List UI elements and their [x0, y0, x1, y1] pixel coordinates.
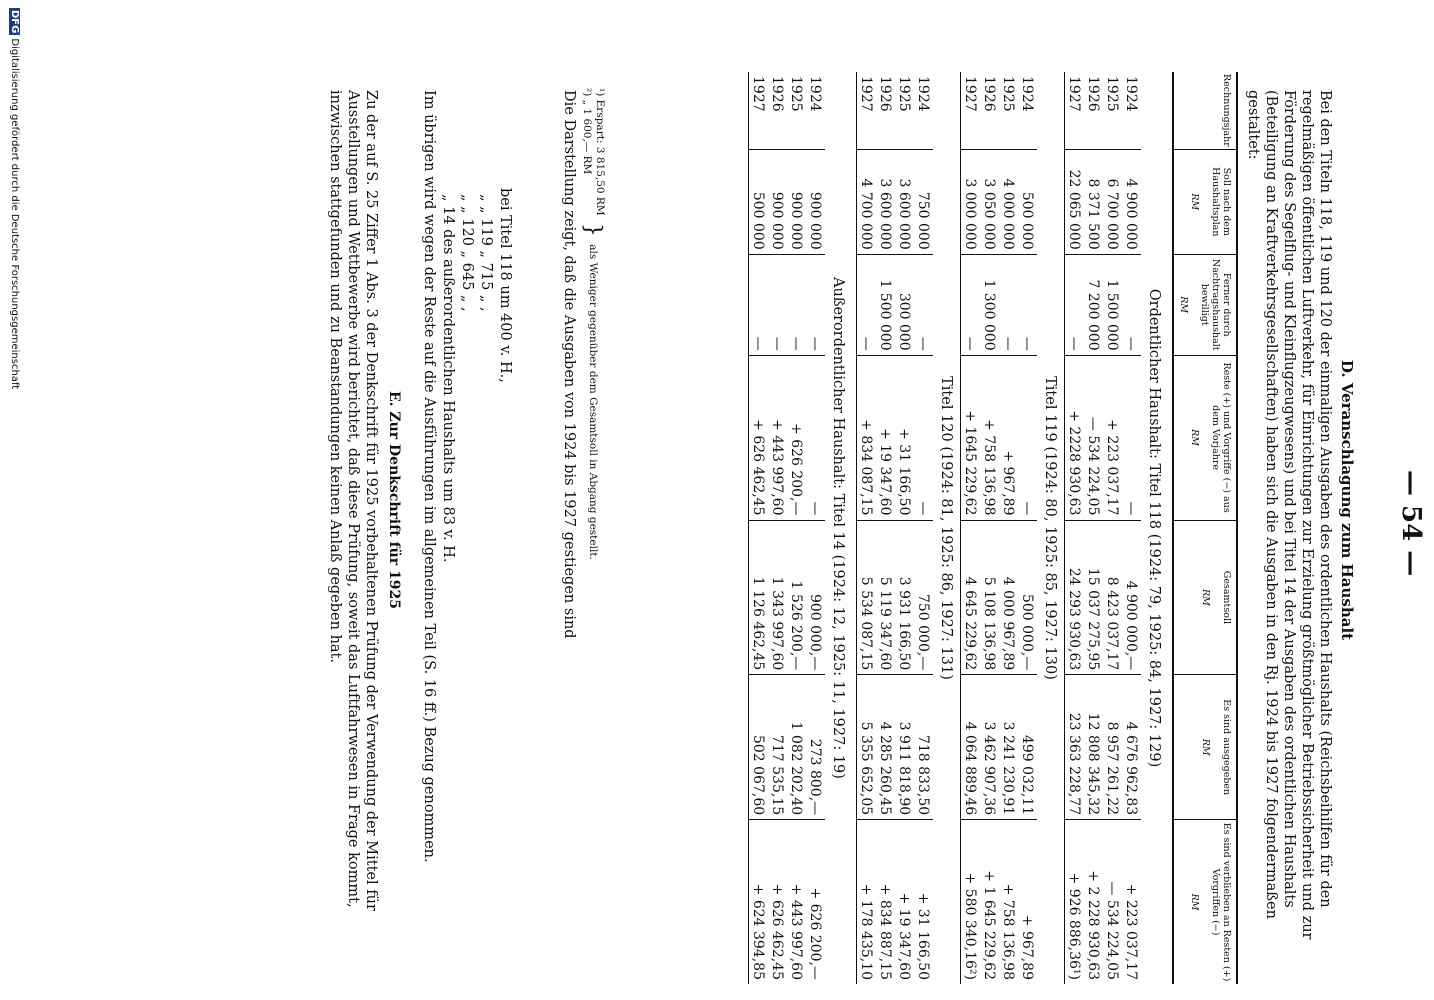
list-item: „ 14 des außerordentlichen Haushalts um 83 v. H. — [440, 194, 456, 563]
table-cell: 1 343 997,60 — [768, 520, 787, 675]
table-row — [876, 72, 895, 984]
header-verblieben: Es sind verblieben an Resten (+) Vorgriffen (−) RM — [1173, 820, 1237, 984]
header-reste: Reste (+) und Vorgriffe (−) aus dem Vorjahre RM — [1173, 355, 1237, 520]
intro-text: Bei den Titeln 118, 119 und 120 der einmaligen Ausgaben des ordentlichen Haushalts (Reichsbeihilfen für den regelmäßigen öffentlichen Luftverkehr, für Einrichtungen zur Erzielung größtmöglicher Betriebssicherheit und zur Förderung des Segelflug- und Kleinflugzeugwesens) und bei Titel 14 der Ausgaben des ordentlichen Haushalts (Beteiligung an Kraftverkehrsgesellschaften) haben sich die Ausgaben in den Rj. 1924 bis 1927 folgendermaßen gestaltet: — [1245, 90, 1333, 940]
table-cell: 3 241 230,91 — [999, 675, 1018, 820]
table-cell: + 624 394,85 — [749, 820, 769, 984]
table-cell: 1924 — [807, 76, 824, 112]
table-cell: + 758 136,98 — [999, 820, 1018, 984]
table-cell: — — [768, 254, 787, 355]
table-cell: — — [806, 355, 825, 520]
table-cell: + 178 435,10 — [857, 820, 877, 984]
table-cell: — — [1018, 355, 1037, 520]
titel120-heading — [933, 72, 961, 984]
table-cell: + 223 037,17 — [1122, 820, 1141, 984]
table-cell: 900 000 — [768, 149, 787, 254]
table-cell: + 580 340,16²) — [961, 820, 981, 984]
table-cell: + 443 997,60 — [768, 355, 787, 520]
table-cell: — — [1018, 254, 1037, 355]
footnote-brace: } — [580, 222, 606, 237]
table-cell: 1924 — [1019, 76, 1036, 112]
credit-text: Digitalisierung gefördert durch die Deutsche Forschungsgemeinschaft — [9, 38, 20, 390]
table-row — [857, 72, 877, 984]
table-cell: 4 676 962,83 — [1122, 675, 1141, 820]
table-cell: — 534 224,05 — [1084, 355, 1103, 520]
header-year: Rechnungsjahr — [1173, 72, 1237, 149]
table-row — [806, 72, 825, 984]
increase-list — [419, 90, 514, 950]
table-cell: — — [914, 254, 933, 355]
table-cell: 900 000,— — [806, 520, 825, 675]
titel120-heading-label: Titel 120 (1924: 81, 1925: 86, 1927: 131) — [938, 376, 955, 680]
header-gesamtsoll: Gesamtsoll RM — [1173, 520, 1237, 675]
table-cell: 23 363 228,77 — [1065, 675, 1085, 820]
table-cell: 4 700 000 — [857, 149, 877, 254]
table-cell: 1 500 000 — [1103, 254, 1122, 355]
table-cell: + 31 166,50 — [895, 355, 914, 520]
table-cell: — — [1065, 254, 1085, 355]
table-header-row — [1173, 72, 1237, 984]
closing-remark: Im übrigen wird wegen der Reste auf die Ausführungen im allgemeinen Teil (S. 16 ff.) Bezug genommen. — [421, 90, 437, 863]
table-cell: 1927 — [857, 72, 877, 149]
table-cell: + 1645 229,62 — [961, 355, 981, 520]
table-cell: 3 600 000 — [895, 149, 914, 254]
table-row — [961, 72, 981, 984]
table-cell: 8 423 037,17 — [1103, 520, 1122, 675]
titel119-heading — [1037, 72, 1065, 984]
table-cell: 1926 — [769, 76, 786, 112]
table-cell: 750 000,— — [914, 520, 933, 675]
footnote-2: ²) „ 1 600,— RM — [581, 88, 593, 175]
page-number: — 54 — — [1396, 470, 1426, 577]
table-cell: 5 108 136,98 — [980, 520, 999, 675]
table-cell: — — [749, 254, 769, 355]
table-row — [1084, 72, 1103, 984]
table-cell: 3 931 166,50 — [895, 520, 914, 675]
table-cell: — — [1122, 355, 1141, 520]
expenditure-table — [748, 72, 1238, 984]
section-e-text: Zu der auf S. 25 Ziffer 1 Abs. 3 der Denkschrift für 1925 vorbehaltenen Prüfung der Verwendung der Mittel für Ausstellungen und Wettbewerbe wird berichtet, daß diese Prüfung, soweit das Luftfahrwesen in Frage kommt, inzwischen stattgefunden und zu Beanstandungen keinen Anlaß gegeben hat. — [327, 90, 379, 911]
table-cell: 3 911 818,90 — [895, 675, 914, 820]
header-nachtrag: Ferner durch Nachtragshaushalt bewilligt RM — [1173, 254, 1237, 355]
table-cell: 5 119 347,60 — [876, 520, 895, 675]
table-cell: 7 200 000 — [1084, 254, 1103, 355]
table-cell: 15 037 275,95 — [1084, 520, 1103, 675]
table-cell: + 19 347,60 — [876, 355, 895, 520]
table-cell: 1926 — [1085, 76, 1102, 112]
table-cell: 502 067,60 — [749, 675, 769, 820]
footnote-note: als Weniger gegenüber dem Gesamtsoll in Abgang gestellt. — [587, 244, 600, 560]
table-cell: — — [787, 254, 806, 355]
table-cell: + 2228 930,63 — [1065, 355, 1085, 520]
section-ordentlich — [1141, 72, 1173, 984]
table-cell: + 1 645 229,62 — [980, 820, 999, 984]
table-cell: 1 526 200,— — [787, 520, 806, 675]
section-ausserordentlich-label: Außerordentlicher Haushalt: Titel 14 (1924: 12, 1925: 11, 1927: 19) — [830, 277, 847, 779]
table-cell: 5 534 087,15 — [857, 520, 877, 675]
table-cell: 4 900 000 — [1122, 149, 1141, 254]
closing-text: Die Darstellung zeigt, daß die Ausgaben von 1924 bis 1927 gestiegen sind — [561, 90, 577, 639]
table-cell: 3 050 000 — [980, 149, 999, 254]
table-row — [999, 72, 1018, 984]
table-row — [1122, 72, 1141, 984]
table-cell: 750 000 — [914, 149, 933, 254]
table-cell: 1926 — [877, 76, 894, 112]
digitization-credit — [9, 8, 20, 389]
table-cell: 1 500 000 — [876, 254, 895, 355]
section-ausserordentlich — [825, 72, 857, 984]
table-cell: 1924 — [915, 76, 932, 112]
header-soll: Soll nach dem Haushaltsplan RM — [1173, 149, 1237, 254]
table-cell: 5 355 652,05 — [857, 675, 877, 820]
list-item: „ „ 120 „ 645 „ , — [459, 194, 475, 312]
table-cell: 300 000 — [895, 254, 914, 355]
table-cell: + 926 886,36¹) — [1065, 820, 1085, 984]
header-ausgegeben: Es sind ausgegeben RM — [1173, 675, 1237, 820]
table-cell: 1925 — [788, 76, 805, 112]
table-cell: 3 000 000 — [961, 149, 981, 254]
table-cell: 1925 — [1000, 76, 1017, 112]
table-cell: 1 082 202,40 — [787, 675, 806, 820]
table-cell: — — [961, 254, 981, 355]
table-cell: 8 957 261,22 — [1103, 675, 1122, 820]
table-row — [787, 72, 806, 984]
intro-paragraph — [1244, 90, 1334, 950]
table-cell: 500 000 — [749, 149, 769, 254]
table-cell: — — [857, 254, 877, 355]
section-e-heading: E. Zur Denkschrift für 1925 — [386, 390, 402, 610]
table-cell: + 626 462,45 — [749, 355, 769, 520]
table-cell: 3 462 907,36 — [980, 675, 999, 820]
table-cell: + 967,89 — [999, 355, 1018, 520]
table-cell: + 967,89 — [1018, 820, 1037, 984]
list-item: bei Titel 118 um 400 v. H., — [497, 188, 513, 383]
footnote-1: ¹) Erspart: 3 815,50 RM — [594, 88, 606, 216]
table-body — [749, 72, 1174, 984]
table-row — [1065, 72, 1085, 984]
table-cell: 1926 — [981, 76, 998, 112]
table-row — [914, 72, 933, 984]
table-cell: 1927 — [961, 72, 981, 149]
section-d-heading: D. Veranschlagung zum Haushalt — [1338, 359, 1356, 641]
table-cell: 4 900 000,— — [1122, 520, 1141, 675]
table-cell: 273 800,— — [806, 675, 825, 820]
section-ordentlich-label: Ordentlicher Haushalt: Titel 118 (1924: 79, 1925: 84, 1927: 129) — [1146, 288, 1163, 768]
table-cell: 499 032,11 — [1018, 675, 1037, 820]
table-row — [749, 72, 769, 984]
table-cell: 1924 — [1123, 76, 1140, 112]
table-cell: 1 300 000 — [980, 254, 999, 355]
table-cell: + 834 887,15 — [876, 820, 895, 984]
dfg-logo: DFG — [9, 10, 20, 34]
table-cell: 4 285 260,45 — [876, 675, 895, 820]
table-row — [895, 72, 914, 984]
table-cell: 12 808 345,32 — [1084, 675, 1103, 820]
table-cell: 8 371 500 — [1084, 149, 1103, 254]
table-cell: 1 126 462,45 — [749, 520, 769, 675]
table-cell: — 534 224,05 — [1103, 820, 1122, 984]
table-row — [768, 72, 787, 984]
table-cell: + 19 347,60 — [895, 820, 914, 984]
table-cell: + 31 166,50 — [914, 820, 933, 984]
table-cell: + 834 087,15 — [857, 355, 877, 520]
table-cell: + 626 462,45 — [768, 820, 787, 984]
table-cell: + 626 200,— — [787, 355, 806, 520]
table-cell: 4 645 229,62 — [961, 520, 981, 675]
table-cell: — — [914, 355, 933, 520]
table-cell: — — [999, 254, 1018, 355]
footnotes — [580, 88, 606, 560]
table-cell: — — [1122, 254, 1141, 355]
table-cell: 22 065 000 — [1065, 149, 1085, 254]
table-cell: + 223 037,17 — [1103, 355, 1122, 520]
table-row — [1103, 72, 1122, 984]
table-cell: + 626 200,— — [806, 820, 825, 984]
table-cell: 4 000 000 — [999, 149, 1018, 254]
table-row — [1018, 72, 1037, 984]
table-cell: 900 000 — [806, 149, 825, 254]
table-cell: 1925 — [1104, 76, 1121, 112]
table-cell: 900 000 — [787, 149, 806, 254]
table-cell: 24 293 930,63 — [1065, 520, 1085, 675]
table-cell: 4 000 967,89 — [999, 520, 1018, 675]
table-cell: 3 600 000 — [876, 149, 895, 254]
table-cell: 718 833,50 — [914, 675, 933, 820]
closing-paragraph — [560, 90, 578, 950]
table-cell: 500 000,— — [1018, 520, 1037, 675]
table-cell: 500 000 — [1018, 149, 1037, 254]
table-cell: + 443 997,60 — [787, 820, 806, 984]
table-cell: + 2 228 930,63 — [1084, 820, 1103, 984]
table-cell: 717 535,15 — [768, 675, 787, 820]
table-row — [980, 72, 999, 984]
table-cell: — — [806, 254, 825, 355]
table-cell: 1925 — [896, 76, 913, 112]
table-cell: 4 064 889,46 — [961, 675, 981, 820]
table-cell: 1927 — [1065, 72, 1085, 149]
titel119-heading-label: Titel 119 (1924: 80, 1925: 85, 1927: 130) — [1042, 376, 1059, 680]
table-cell: 1927 — [749, 72, 769, 149]
table-cell: 6 700 000 — [1103, 149, 1122, 254]
list-item: „ „ 119 „ 715 „ , — [478, 194, 494, 312]
table-cell: + 758 136,98 — [980, 355, 999, 520]
